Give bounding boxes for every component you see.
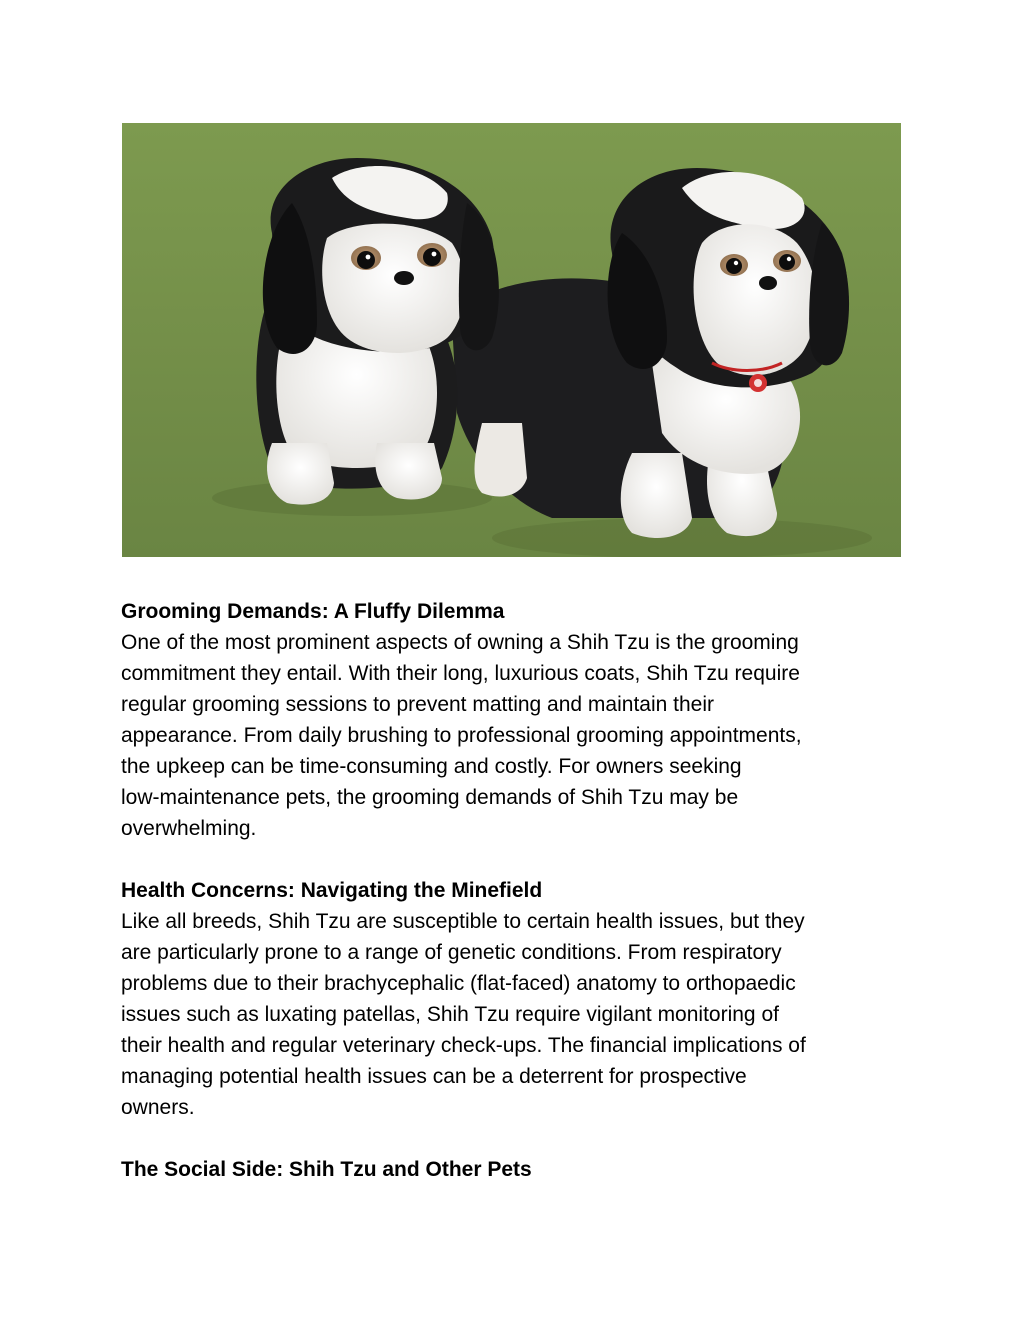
section-paragraph — [121, 906, 911, 1123]
paragraph-line: the upkeep can be time-consuming and costly. For owners seeking — [121, 755, 742, 778]
paragraph-line: problems due to their brachycephalic (flat-faced) anatomy to orthopaedic — [121, 972, 796, 995]
paragraph-line: low-maintenance pets, the grooming demands of Shih Tzu may be — [121, 786, 739, 809]
article-body — [121, 596, 911, 1216]
paragraph-line: appearance. From daily brushing to professional grooming appointments, — [121, 724, 802, 747]
paragraph-line: issues such as luxating patellas, Shih Tzu require vigilant monitoring of — [121, 1003, 779, 1026]
paragraph-line: regular grooming sessions to prevent matting and maintain their — [121, 693, 714, 716]
paragraph-line: are particularly prone to a range of genetic conditions. From respiratory — [121, 941, 782, 964]
section-heading: Grooming Demands: A Fluffy Dilemma — [121, 600, 505, 623]
section-health — [121, 875, 911, 1123]
shih-tzu-photo — [122, 123, 901, 557]
section-heading: Health Concerns: Navigating the Minefield — [121, 879, 543, 902]
section-paragraph — [121, 627, 911, 844]
paragraph-line: overwhelming. — [121, 817, 257, 840]
paragraph-line: commitment they entail. With their long, luxurious coats, Shih Tzu require — [121, 662, 800, 685]
paragraph-line: their health and regular veterinary check-ups. The financial implications of — [121, 1034, 806, 1057]
paragraph-line: managing potential health issues can be a deterrent for prospective — [121, 1065, 747, 1088]
section-heading: The Social Side: Shih Tzu and Other Pets — [121, 1158, 532, 1181]
section-social — [121, 1154, 911, 1185]
paragraph-line: One of the most prominent aspects of owning a Shih Tzu is the grooming — [121, 631, 799, 654]
section-grooming — [121, 596, 911, 844]
paragraph-line: Like all breeds, Shih Tzu are susceptible to certain health issues, but they — [121, 910, 805, 933]
paragraph-line: owners. — [121, 1096, 195, 1119]
